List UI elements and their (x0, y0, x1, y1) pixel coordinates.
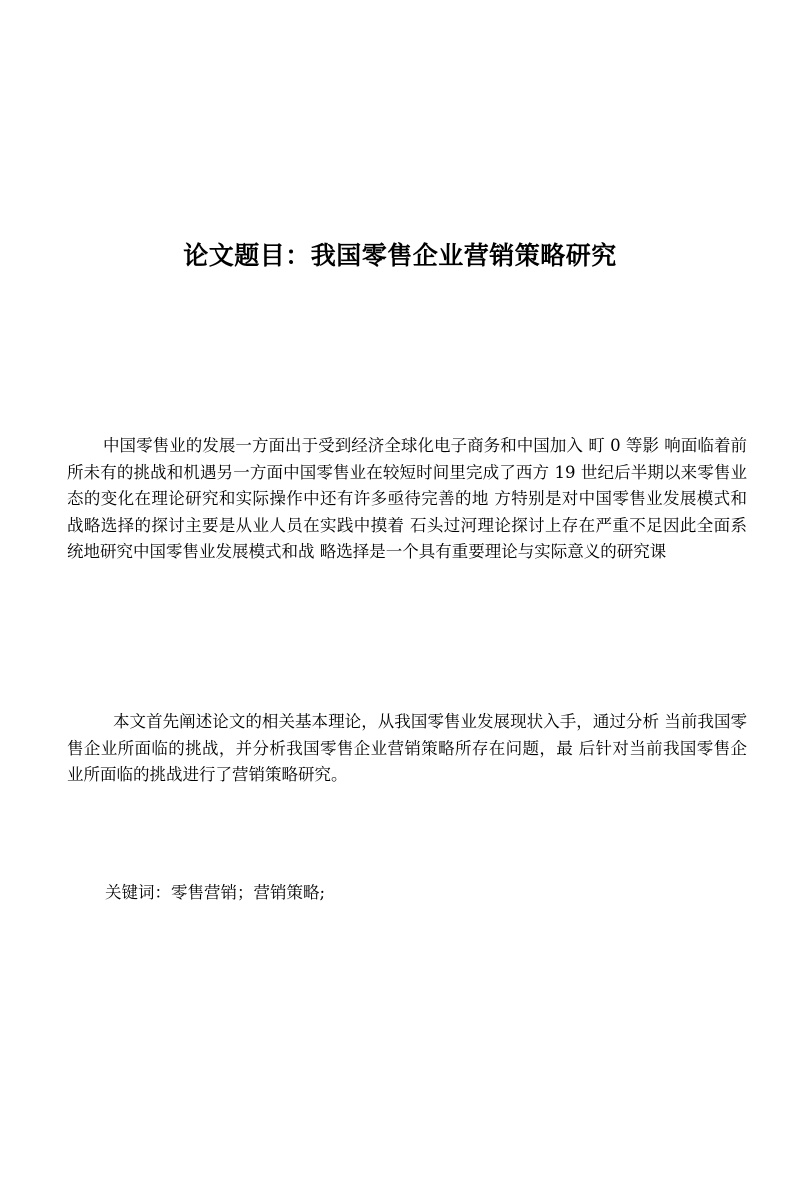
abstract-paragraph-1: 中国零售业的发展一方面出于受到经济全球化电子商务和中国加入 町 0 等影 响面临着前所未有的挑战和机遇另一方面中国零售业在较短时间里完成了西方 19 世纪后半期以来零售业态的变化在理论研究和实际操作中还有许多亟待完善的地 方特别是对中国零售业发展模式和战略选择的探讨主要是从业人员在实践中摸着 石头过河理论探讨上存在严重不足因此全面系统地研究中国零售业发展模式和战 略选择是一个具有重要理论与实际意义的研究课 (67, 436, 747, 561)
keywords-line: 关键词：零售营销；营销策略; (105, 883, 326, 902)
page-title: 论文题目：我国零售企业营销策略研究 (183, 241, 617, 270)
abstract-paragraph-2: 本文首先阐述论文的相关基本理论，从我国零售业发展现状入手，通过分析 当前我国零售企业所面临的挑战，并分析我国零售企业营销策略所存在问题，最 后针对当前我国零售企业所面临的挑战进行了营销策略研究。 (67, 712, 747, 784)
